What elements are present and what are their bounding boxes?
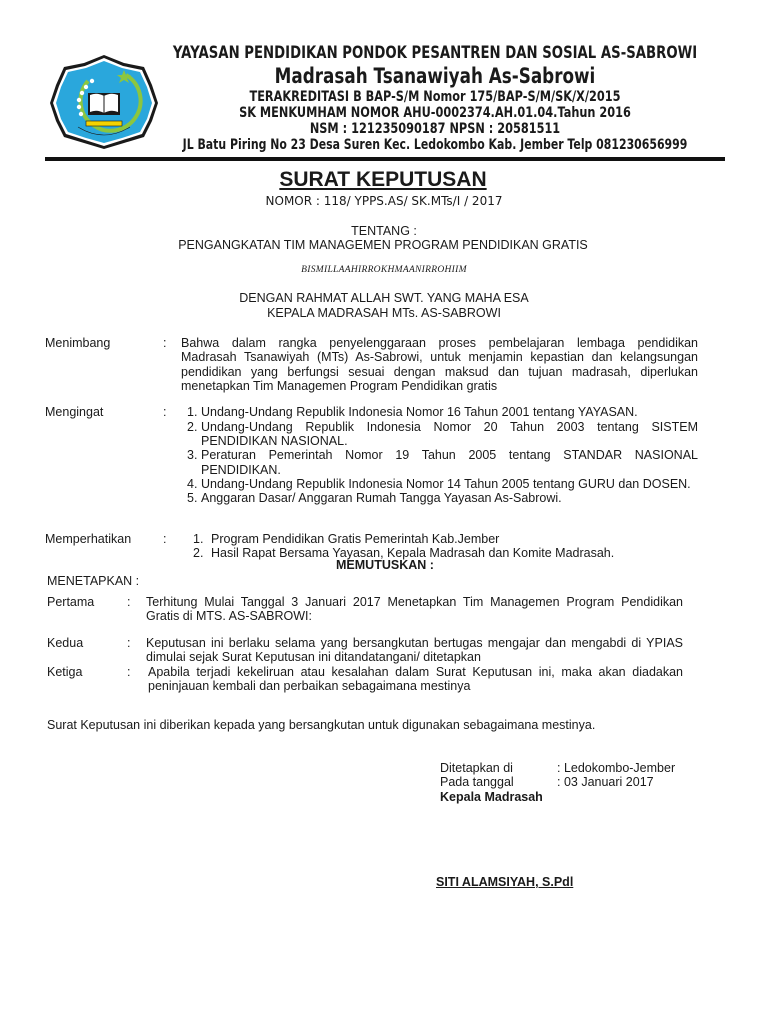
letterhead-divider xyxy=(45,157,725,161)
considering-label: Menimbang xyxy=(45,336,111,350)
considering-line: menetapkan Tim Managemen Program Pendidikan gratis xyxy=(181,378,498,393)
list-item: 4. Undang-Undang Republik Indonesia Nomor 14 Tahun 2005 tentang GURU dan DOSEN. xyxy=(187,476,691,491)
list-item: 3. Peraturan Pemerintah Nomor 19 Tahun 2005 tentang STANDAR NASIONAL PENDIDIKAN. xyxy=(187,448,698,477)
considering-colon: : xyxy=(163,336,167,350)
issuer-line: KEPALA MADRASAH MTs. AS-SABROWI xyxy=(267,306,501,320)
establish-label: MENETAPKAN : xyxy=(47,574,140,588)
point-label: Pertama xyxy=(47,595,95,609)
point-colon: : xyxy=(127,595,131,609)
basmalah: BISMILLAAHIRROKHMAANIRROHIIM xyxy=(301,265,467,275)
considering-line: Madrasah Tsanawiyah (MTs) As-Sabrowi, untuk menjamin kepastian dan kelangsungan xyxy=(181,350,698,365)
grace-line: DENGAN RAHMAT ALLAH SWT. YANG MAHA ESA xyxy=(239,291,529,305)
sk-menkumham: SK MENKUMHAM NOMOR AHU-0002374.AH.01.04.Tahun 2016 xyxy=(239,105,631,121)
point-label: Ketiga xyxy=(47,665,83,679)
foundation-name: YAYASAN PENDIDIKAN PONDOK PESANTREN DAN SOSIAL AS-SABROWI xyxy=(172,43,698,63)
considering-line: pendidikan yang berfungsi sesuai dengan maksud dan tujuan madrasah, diperlukan xyxy=(181,364,698,379)
document-number: NOMOR : 118/ YPPS.AS/ SK.MTs/I / 2017 xyxy=(265,194,503,208)
noting-label: Memperhatikan xyxy=(45,532,132,546)
place-label: Ditetapkan di xyxy=(440,761,513,775)
list-item: 1. Program Pendidikan Gratis Pemerintah Kab.Jember xyxy=(193,532,500,546)
accreditation: TERAKREDITASI B BAP-S/M Nomor 175/BAP-S/M/SK/X/2015 xyxy=(249,89,621,105)
list-item: 5. Anggaran Dasar/ Anggaran Rumah Tangga Yayasan As-Sabrowi. xyxy=(187,491,562,506)
point-text: Keputusan ini berlaku selama yang bersangkutan bertugas mengajar dan mengabdi di YPIAS dimulai sejak Surat Keputusan ini ditandatangani/ ditetapkan xyxy=(146,636,683,665)
list-item: 2. Undang-Undang Republik Indonesia Nomor 20 Tahun 2003 tentang SISTEM PENDIDIKAN NASIONAL. xyxy=(187,419,698,449)
point-label: Kedua xyxy=(47,636,84,650)
recalling-list xyxy=(187,405,698,506)
nsm-npsn: NSM : 121235090187 NPSN : 20581511 xyxy=(309,121,561,137)
address: JL Batu Piring No 23 Desa Suren Kec. Ledokombo Kab. Jember Telp 081230656999 xyxy=(182,137,688,153)
signer-position: Kepala Madrasah xyxy=(440,790,543,804)
about-label: TENTANG : xyxy=(351,224,417,238)
recalling-colon: : xyxy=(163,405,167,419)
point-colon: : xyxy=(127,636,131,650)
school-name: Madrasah Tsanawiyah As-Sabrowi xyxy=(274,64,596,88)
place-value: : Ledokombo-Jember xyxy=(557,761,676,775)
list-item: 2. Hasil Rapat Bersama Yayasan, Kepala Madrasah dan Komite Madrasah. xyxy=(193,546,615,561)
document-title: SURAT KEPUTUSAN xyxy=(279,168,487,191)
noting-colon: : xyxy=(163,532,167,546)
recalling-label: Mengingat xyxy=(45,405,104,419)
list-item: 1. Undang-Undang Republik Indonesia Nomor 16 Tahun 2001 tentang YAYASAN. xyxy=(187,405,638,419)
point-colon: : xyxy=(127,665,131,679)
considering-line: Bahwa dalam rangka penyelenggaraan proses pembelajaran lembaga pendidikan xyxy=(181,336,698,350)
date-label: Pada tanggal xyxy=(440,775,514,789)
point-text: Apabila terjadi kekeliruan atau kesalahan dalam Surat Keputusan ini, maka akan diadakan peninjauan kembali dan perbaikan sebagaimana mestinya xyxy=(148,665,683,694)
about-text: PENGANGKATAN TIM MANAGEMEN PROGRAM PENDIDIKAN GRATIS xyxy=(178,238,588,252)
date-value: : 03 Januari 2017 xyxy=(557,775,654,789)
noting-list xyxy=(193,532,693,561)
considering-text xyxy=(181,336,698,393)
decision-heading: MEMUTUSKAN : xyxy=(336,558,434,572)
signer-name: SITI ALAMSIYAH, S.Pdl xyxy=(436,875,574,889)
point-text: Terhitung Mulai Tanggal 3 Januari 2017 Menetapkan Tim Managemen Program Pendidikan Gratis di MTS. AS-SABROWI: xyxy=(146,595,683,624)
closing-statement: Surat Keputusan ini diberikan kepada yang bersangkutan untuk digunakan sebagaimana mestinya. xyxy=(47,718,596,732)
